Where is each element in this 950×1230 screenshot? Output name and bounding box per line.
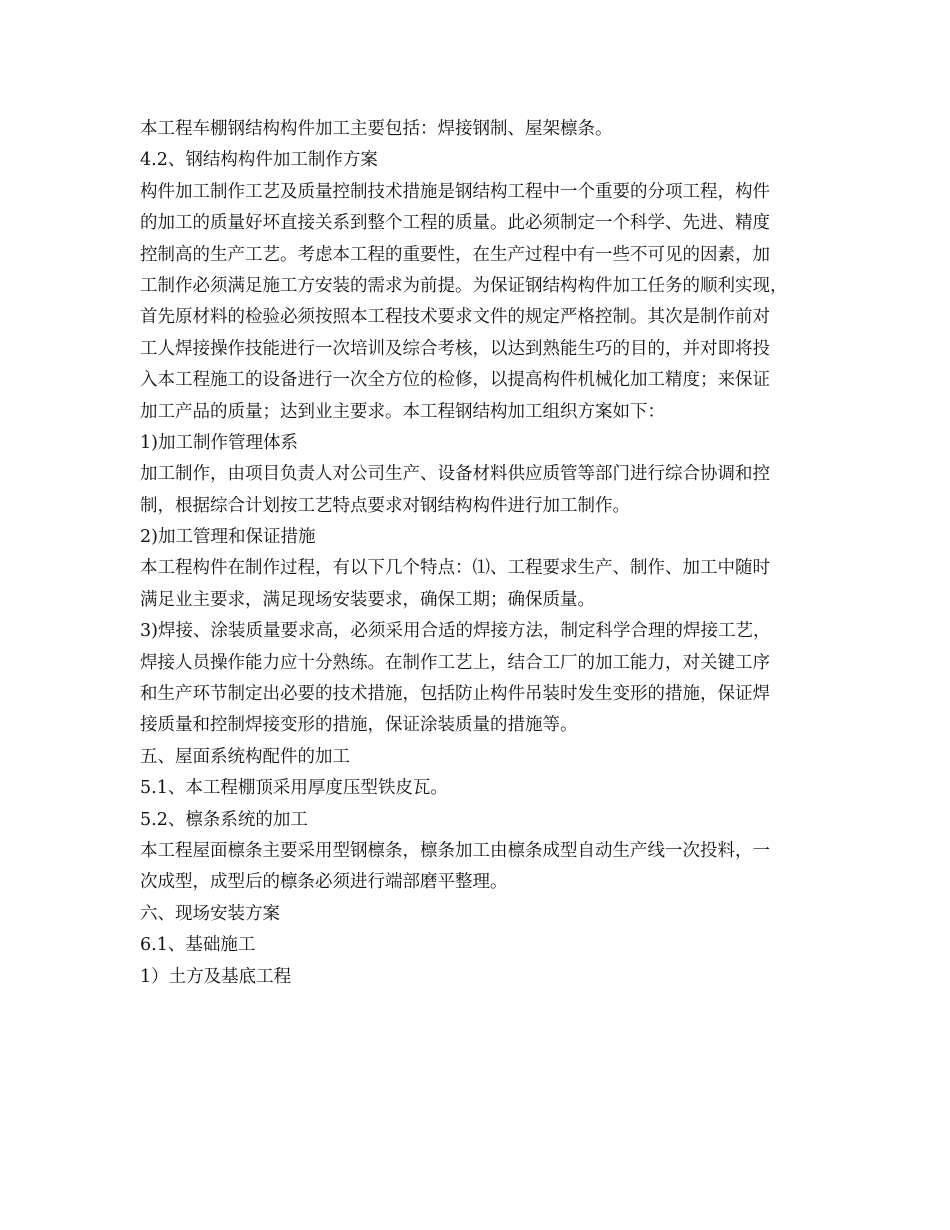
section-heading: 6.1、基础施工 (140, 935, 256, 956)
list-heading: 1）土方及基底工程 (140, 966, 292, 987)
text-line: 本工程车棚钢结构构件加工主要包括：焊接钢制、屋架檩条。 (140, 119, 613, 139)
text-line: 次成型，成型后的檩条必须进行端部磨平整理。 (140, 872, 508, 893)
text-line: 构件加工制作工艺及质量控制技术措施是钢结构工程中一个重要的分项工程，构件 (140, 181, 770, 202)
section-heading: 4.2、钢结构构件加工制作方案 (140, 150, 378, 171)
section-heading: 六、现场安装方案 (140, 903, 280, 924)
document-body (140, 114, 830, 993)
text-line: 接质量和控制焊接变形的措施，保证涂装质量的措施等。 (140, 715, 578, 736)
list-heading: 1)加工制作管理体系 (140, 432, 298, 453)
text-line: 制，根据综合计划按工艺特点要求对钢结构构件进行加工制作。 (140, 495, 630, 516)
section-heading: 五、屋面系统构配件的加工 (140, 746, 350, 767)
section-heading: 5.2、檩条系统的加工 (140, 809, 308, 830)
text-line: 本工程构件在制作过程，有以下几个特点：⑴、工程要求生产、制作、加工中随时 (140, 558, 770, 579)
text-line: 3)焊接、涂装质量要求高，必须采用合适的焊接方法，制定科学合理的焊接工艺， (140, 621, 771, 642)
text-line: 的加工的质量好坏直接关系到整个工程的质量。此必须制定一个科学、先进、精度 (140, 213, 770, 234)
text-line: 工制作必须满足施工方安装的需求为前提。为保证钢结构构件加工任务的顺利实现， (140, 275, 788, 296)
text-line: 入本工程施工的设备进行一次全方位的检修，以提高构件机械化加工精度；来保证 (140, 370, 770, 391)
text-line: 和生产环节制定出必要的技术措施，包括防止构件吊装时发生变形的措施，保证焊 (140, 684, 770, 705)
text-line: 本工程屋面檩条主要采用型钢檩条，檩条加工由檩条成型自动生产线一次投料，一 (140, 840, 770, 861)
section-heading: 5.1、本工程棚顶采用厚度压型铁皮瓦。 (140, 778, 448, 799)
list-heading: 2)加工管理和保证措施 (140, 527, 316, 548)
text-line: 控制高的生产工艺。考虑本工程的重要性，在生产过程中有一些不可见的因素，加 (140, 244, 770, 265)
text-line: 首先原材料的检验必须按照本工程技术要求文件的规定严格控制。其次是制作前对 (140, 307, 770, 328)
text-line: 加工制作，由项目负责人对公司生产、设备材料供应质管等部门进行综合协调和控 (140, 464, 770, 485)
text-line: 焊接人员操作能力应十分熟练。在制作工艺上，结合工厂的加工能力，对关键工序 (140, 652, 770, 673)
text-line: 满足业主要求，满足现场安装要求，确保工期；确保质量。 (140, 589, 595, 610)
text-line: 加工产品的质量；达到业主要求。本工程钢结构加工组织方案如下： (140, 401, 665, 422)
text-line: 工人焊接操作技能进行一次培训及综合考核，以达到熟能生巧的目的，并对即将投 (140, 338, 770, 359)
